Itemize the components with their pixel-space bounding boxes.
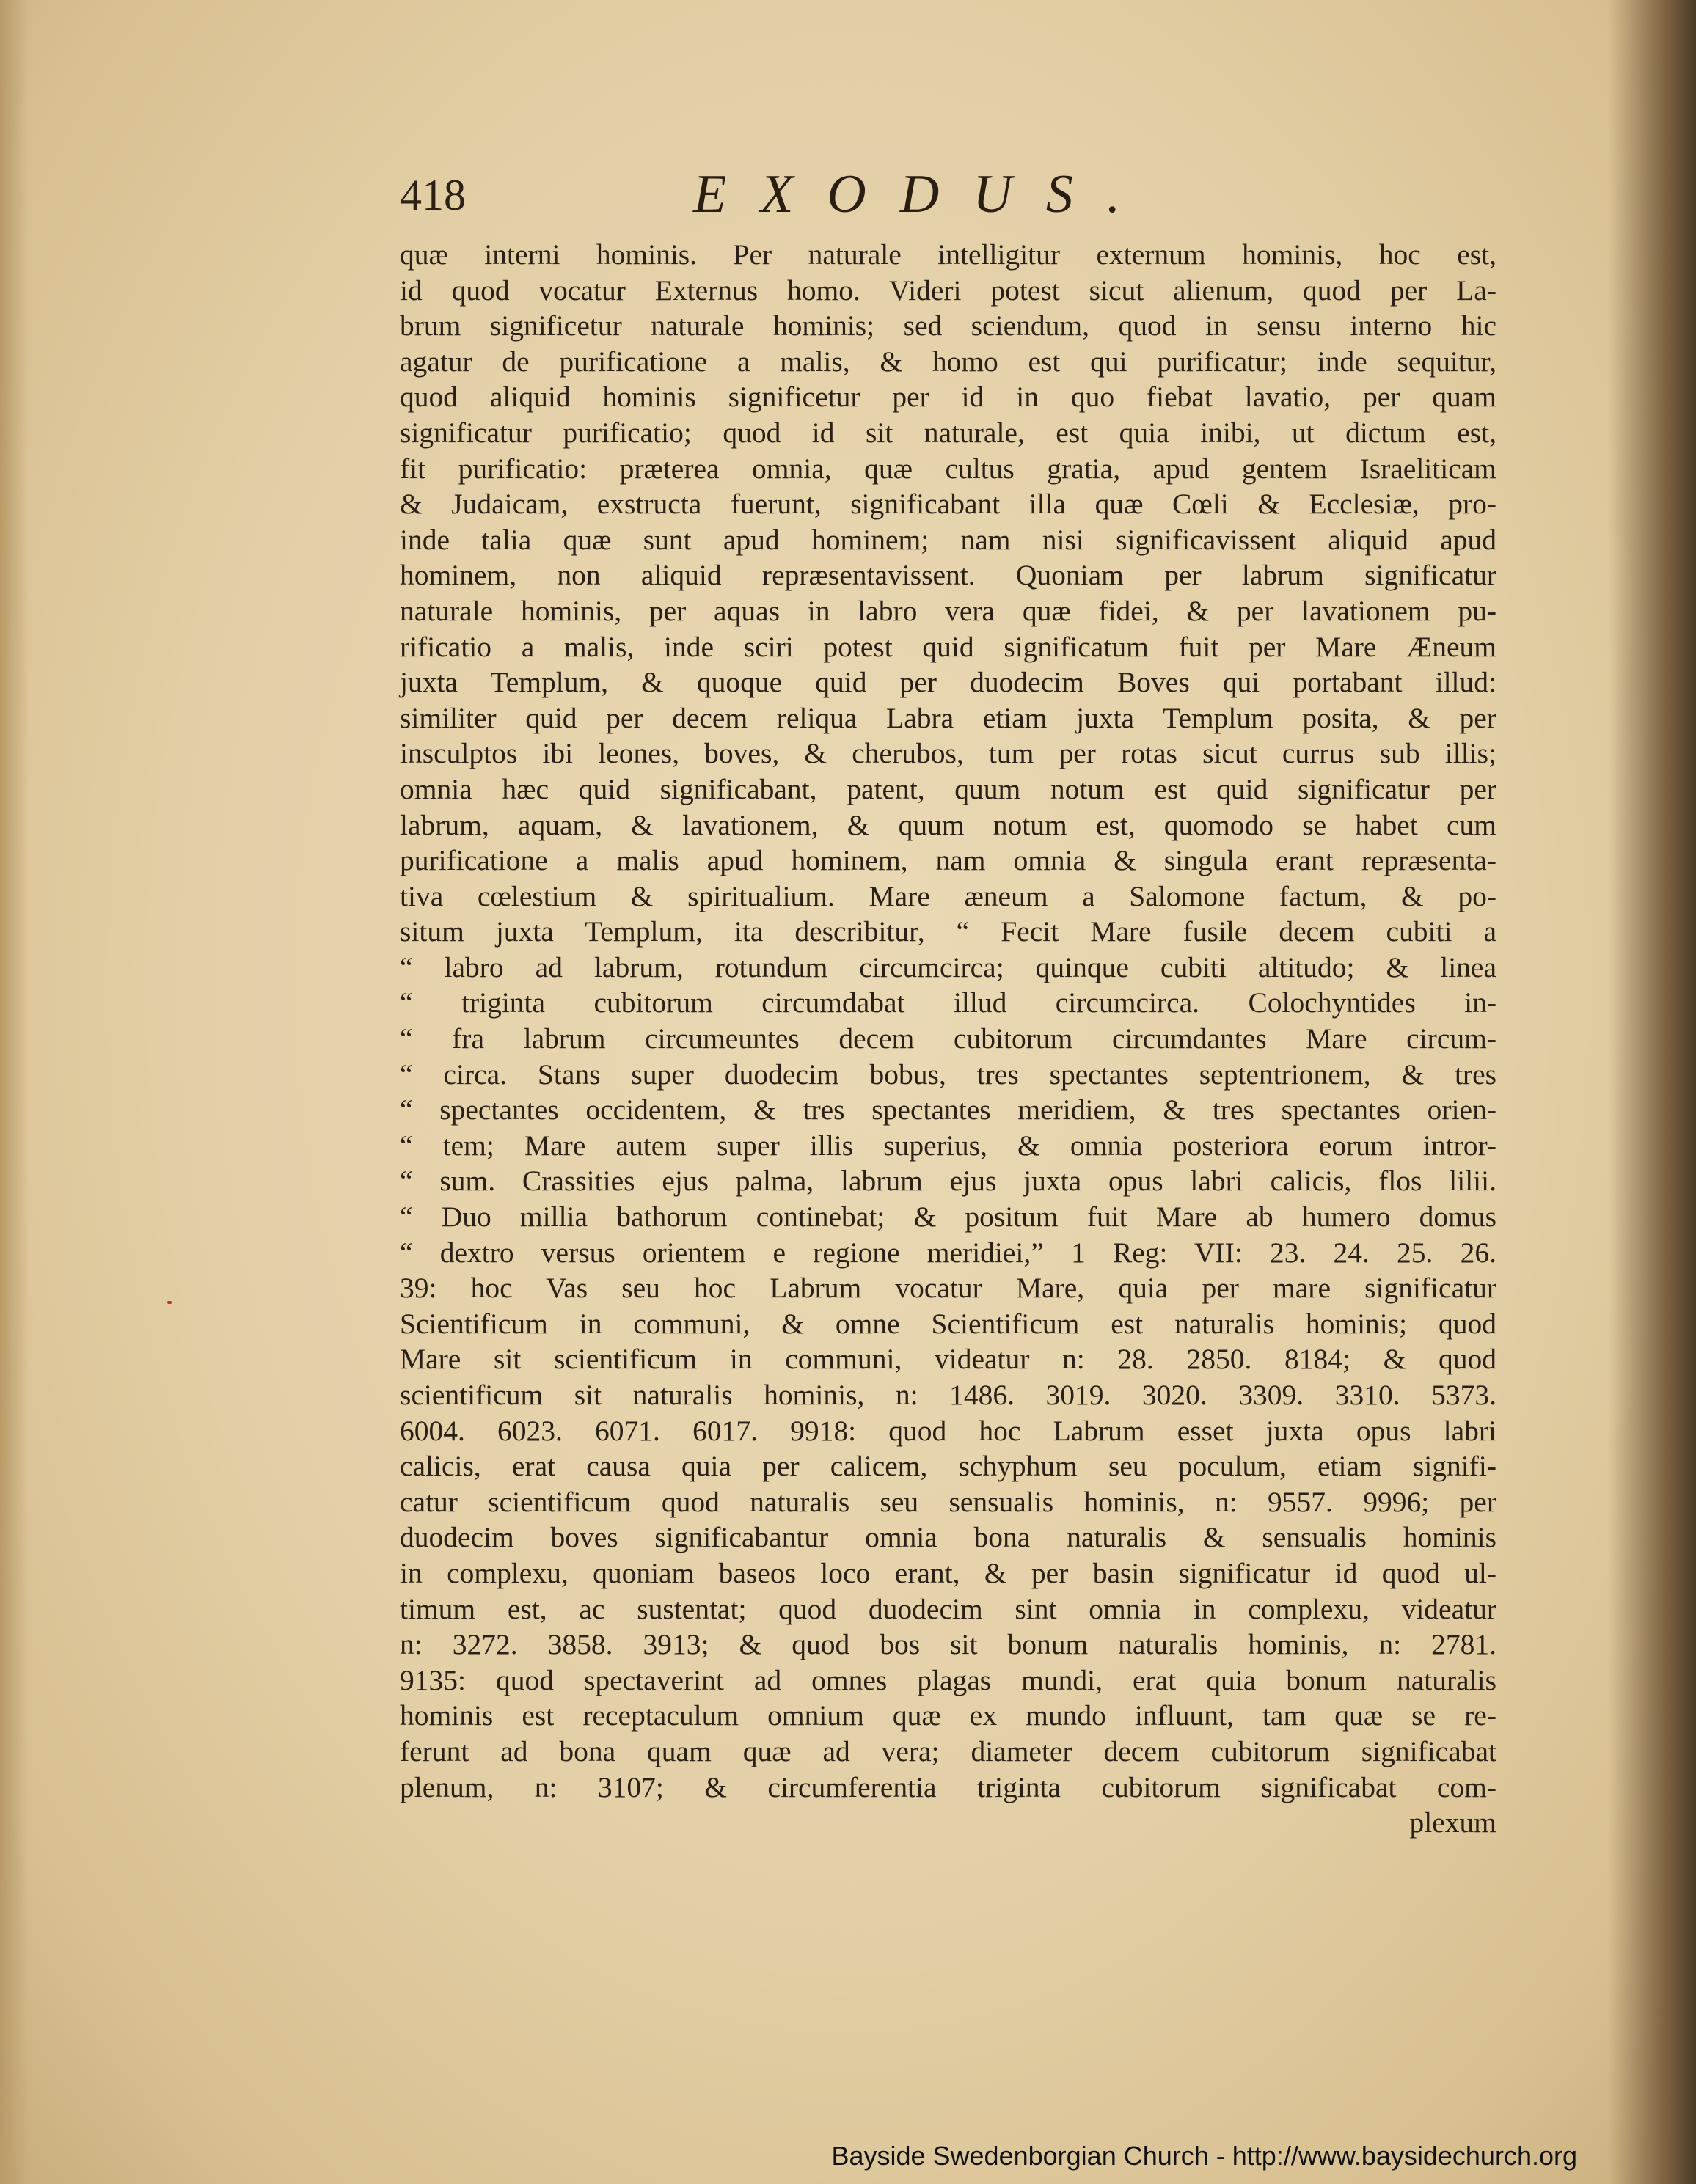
page-left-edge (0, 0, 29, 2184)
text-line: 6004. 6023. 6071. 6017. 9918: quod hoc Labrum esset juxta opus labri (400, 1414, 1496, 1447)
text-line: timum est, ac sustentat; quod duodecim sint omnia in complexu, videatur (400, 1592, 1496, 1625)
text-line: omnia hæc quid significabant, patent, quum notum est quid significatur per (400, 772, 1496, 805)
text-line: & Judaicam, exstructa fuerunt, significabant illa quæ Cœli & Ecclesiæ, pro- (400, 488, 1496, 521)
page-number: 418 (400, 171, 466, 219)
text-line: quæ interni hominis. Per naturale intelligitur externum hominis, hoc est, (400, 238, 1496, 271)
watermark-caption: Bayside Swedenborgian Church - http://www.baysidechurch.org (831, 2141, 1577, 2171)
text-line: n: 3272. 3858. 3913; & quod bos sit bonum naturalis hominis, n: 2781. (400, 1628, 1496, 1661)
page-gutter-shadow (1608, 0, 1696, 2184)
text-line: labrum, aquam, & lavationem, & quum notum est, quomodo se habet cum (400, 808, 1496, 841)
quoted-line: “ sum. Crassities ejus palma, labrum ejus juxta opus labri calicis, flos lilii. (400, 1165, 1496, 1198)
text-line: in complexu, quoniam baseos loco erant, & per basin significatur id quod ul- (400, 1556, 1496, 1589)
running-title: EXODUS. (693, 164, 1155, 224)
text-line: purificatione a malis apud hominem, nam omnia & singula erant repræsenta- (400, 844, 1496, 877)
text-line: rificatio a malis, inde sciri potest quid significatum fuit per Mare Æneum (400, 630, 1496, 663)
text-line: calicis, erat causa quia per calicem, schyphum seu poculum, etiam signifi- (400, 1450, 1496, 1483)
text-line: fit purificatio: præterea omnia, quæ cultus gratia, apud gentem Israeliticam (400, 452, 1496, 485)
text-line: significatur purificatio; quod id sit naturale, est quia inibi, ut dictum est, (400, 416, 1496, 449)
text-line: inde talia quæ sunt apud hominem; nam nisi significavissent aliquid apud (400, 523, 1496, 556)
text-line: Mare sit scientificum in communi, videatur n: 28. 2850. 8184; & quod (400, 1343, 1496, 1376)
quoted-line: “ labro ad labrum, rotundum circumcirca; quinque cubiti altitudo; & linea (400, 950, 1496, 983)
text-line: similiter quid per decem reliqua Labra etiam juxta Templum posita, & per (400, 701, 1496, 734)
text-line: hominis est receptaculum omnium quæ ex mundo influunt, tam quæ se re- (400, 1699, 1496, 1732)
page-header (400, 165, 1500, 224)
text-line: quod aliquid hominis significetur per id in quo fiebat lavatio, per quam (400, 381, 1496, 414)
text-line: plenum, n: 3107; & circumferentia triginta cubitorum significabat com- (400, 1770, 1496, 1803)
text-line: 9135: quod spectaverint ad omnes plagas mundi, erat quia bonum naturalis (400, 1663, 1496, 1696)
quoted-line: “ Duo millia bathorum continebat; & positum fuit Mare ab humero domus (400, 1201, 1496, 1234)
text-line: brum significetur naturale hominis; sed sciendum, quod in sensu interno hic (400, 309, 1496, 342)
catchword: plexum (1409, 1806, 1496, 1839)
text-line: hominem, non aliquid repræsentavissent. Quoniam per labrum significatur (400, 559, 1496, 592)
body-text (400, 237, 1496, 1841)
ink-speck (167, 1301, 172, 1304)
text-line: tiva cœlestium & spiritualium. Mare æneum a Salomone factum, & po- (400, 879, 1496, 912)
text-line: id quod vocatur Externus homo. Videri potest sicut alienum, quod per La- (400, 274, 1496, 307)
text-line: ferunt ad bona quam quæ ad vera; diameter decem cubitorum significabat (400, 1734, 1496, 1767)
quoted-line: “ spectantes occidentem, & tres spectantes meridiem, & tres spectantes orien- (400, 1093, 1496, 1126)
text-line: situm juxta Templum, ita describitur, “ Fecit Mare fusile decem cubiti a (400, 915, 1496, 948)
text-line: scientificum sit naturalis hominis, n: 1486. 3019. 3020. 3309. 3310. 5373. (400, 1379, 1496, 1411)
text-line: insculptos ibi leones, boves, & cherubos, tum per rotas sicut currus sub illis; (400, 737, 1496, 770)
text-line: duodecim boves significabantur omnia bona naturalis & sensualis hominis (400, 1521, 1496, 1554)
text-line: juxta Templum, & quoque quid per duodecim Boves qui portabant illud: (400, 666, 1496, 699)
text-line: 39: hoc Vas seu hoc Labrum vocatur Mare, quia per mare significatur (400, 1272, 1496, 1305)
quoted-line: “ tem; Mare autem super illis superius, & omnia posteriora eorum intror- (400, 1129, 1496, 1162)
text-line: catur scientificum quod naturalis seu sensualis hominis, n: 9557. 9996; per (400, 1485, 1496, 1518)
quoted-line: “ fra labrum circumeuntes decem cubitorum circumdantes Mare circum- (400, 1022, 1496, 1055)
quoted-line: “ triginta cubitorum circumdabat illud circumcirca. Colochyntides in- (400, 986, 1496, 1019)
quoted-line: “ dextro versus orientem e regione meridiei,” 1 Reg: VII: 23. 24. 25. 26. (400, 1236, 1496, 1269)
text-line: naturale hominis, per aquas in labro vera quæ fidei, & per lavationem pu- (400, 594, 1496, 627)
text-line: agatur de purificatione a malis, & homo est qui purificatur; inde sequitur, (400, 345, 1496, 378)
quoted-line: “ circa. Stans super duodecim bobus, tres spectantes septentrionem, & tres (400, 1058, 1496, 1091)
text-line: Scientificum in communi, & omne Scientificum est naturalis hominis; quod (400, 1307, 1496, 1340)
